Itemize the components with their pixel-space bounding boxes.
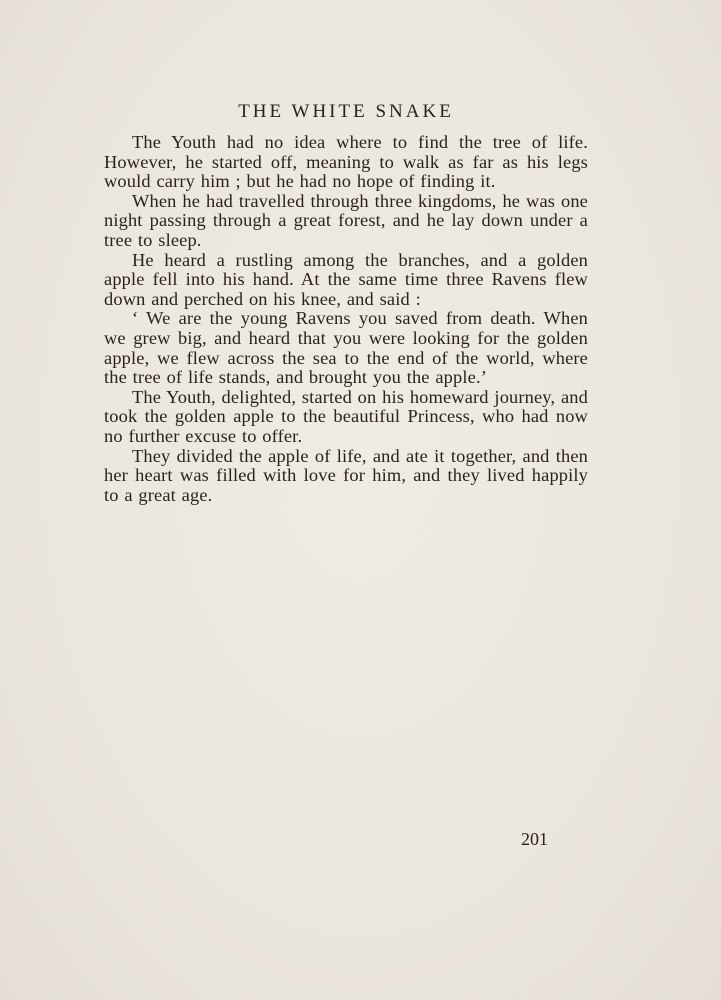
- paragraph: When he had travelled through three kingdoms, he was one night passing through a great forest, and he lay down under a tree to sleep.: [104, 190, 588, 250]
- running-head: THE WHITE SNAKE: [238, 101, 454, 122]
- page-number: 201: [521, 829, 548, 849]
- paragraph: He heard a rustling among the branches, and a golden apple fell into his hand. At the same time three Ravens flew down and perched on his knee, and said :: [104, 249, 588, 309]
- paragraph: The Youth, delighted, started on his homeward journey, and took the golden apple to the beautiful Princess, who had now no further excuse to offer.: [104, 386, 588, 446]
- paragraph: The Youth had no idea where to find the tree of life. However, he started off, meaning to walk as far as his legs would carry him ; but he had no hope of finding it.: [104, 132, 588, 192]
- paragraph: ‘ We are the young Ravens you saved from death. When we grew big, and heard that you were looking for the golden apple, we flew across the sea to the end of the world, where the tree of life stands, and brought you the apple.’: [104, 308, 588, 388]
- body-text: [104, 133, 588, 505]
- paragraph: They divided the apple of life, and ate it together, and then her heart was filled with love for him, and they lived happily to a great age.: [104, 445, 588, 505]
